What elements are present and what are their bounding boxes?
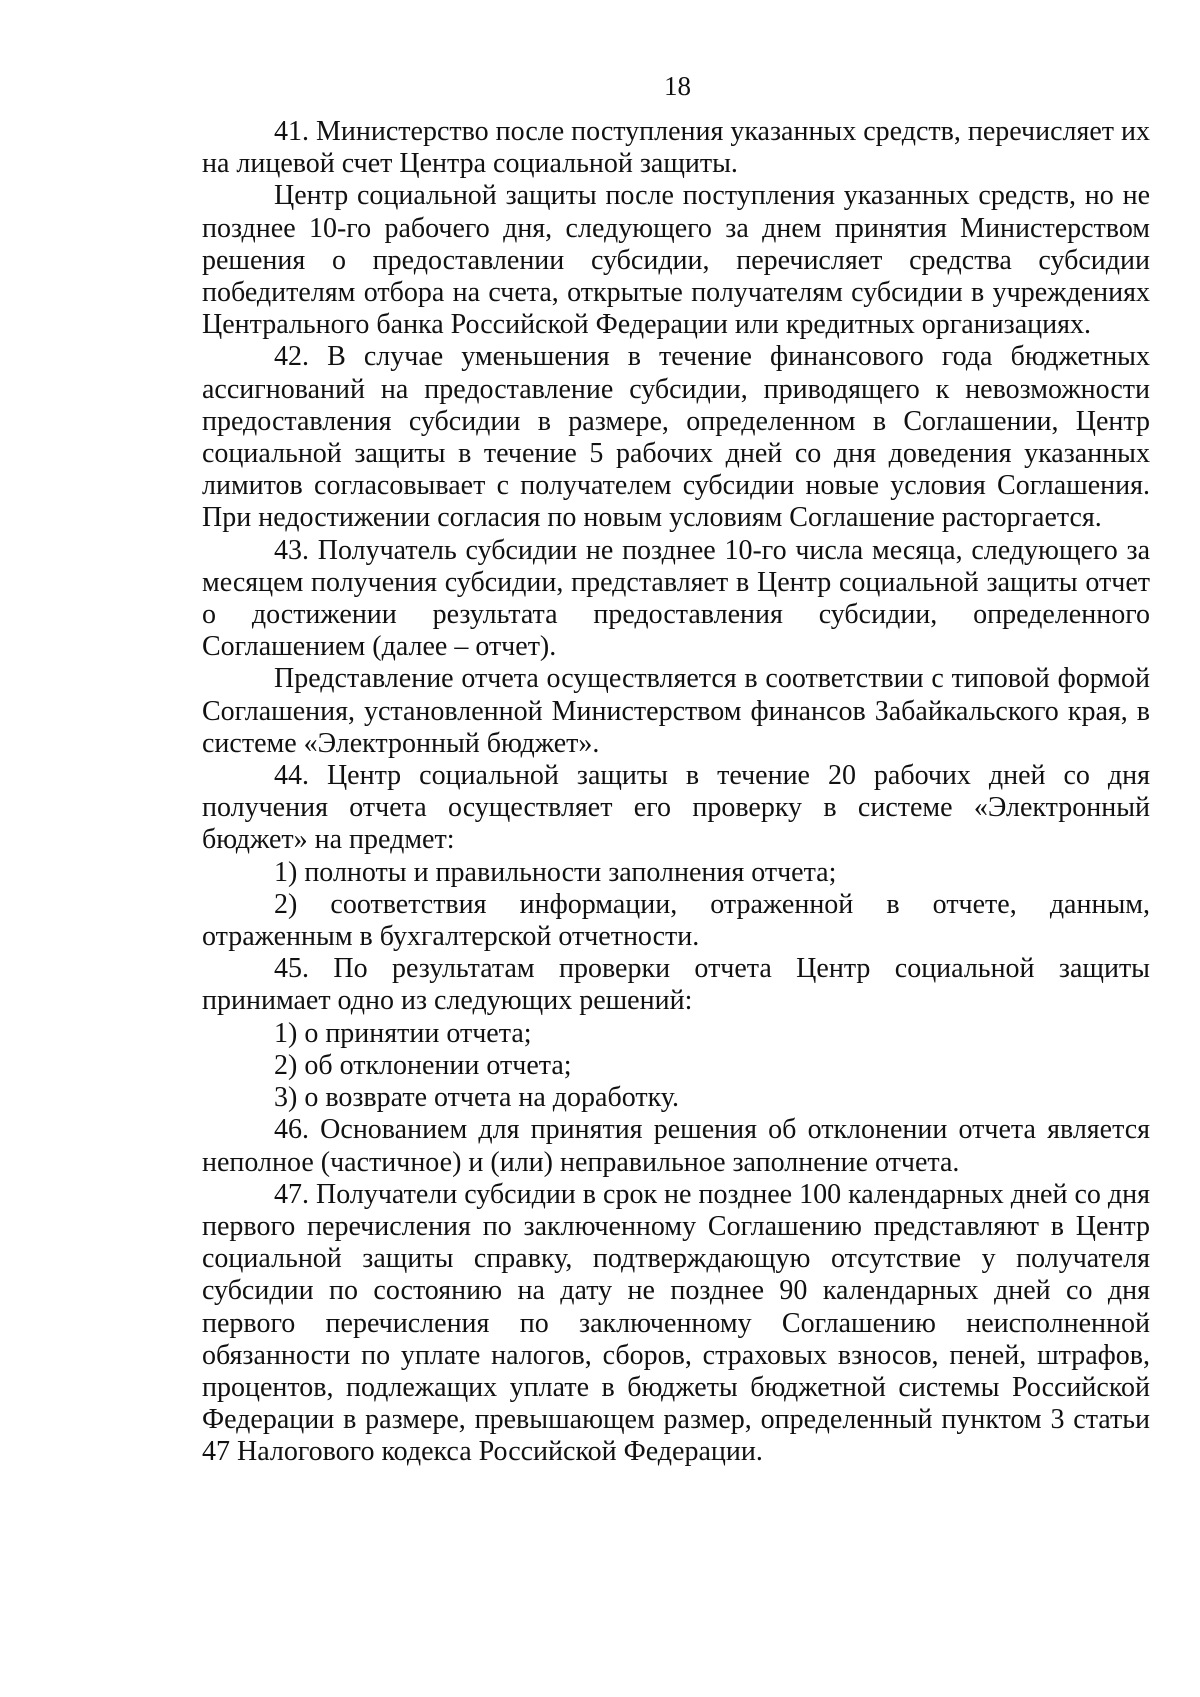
paragraph-44-item-1: 1) полноты и правильности заполнения отчета;	[274, 856, 837, 888]
paragraph-45-item-3: 3) о возврате отчета на доработку.	[274, 1082, 679, 1114]
paragraph-45-item-1: 1) о принятии отчета;	[274, 1017, 532, 1049]
page-number: 18	[664, 71, 691, 101]
paragraph-41-continuation: Центр социальной защиты после поступления указанных средств, но не позднее 10-го рабочего дня, следующего за днем принятия Министерством решения о предоставлении субсидии, перечисляет средства субсидии победителям отбора на счета, открытые получателям субсидии в учреждениях Центрального банка Российской Федерации или кредитных организациях.	[202, 180, 1150, 341]
paragraph-47: 47. Получатели субсидии в срок не позднее 100 календарных дней со дня первого перечисления по заключенному Соглашению представляют в Центр социальной защиты справку, подтверждающую отсутствие у получателя субсидии по состоянию на дату не позднее 90 календарных дней со дня первого перечисления по заключенному Соглашению неисполненной обязанности по уплате налогов, сборов, страховых взносов, пеней, штрафов, процентов, подлежащих уплате в бюджеты бюджетной системы Российской Федерации в размере, превышающем размер, определенный пунктом 3 статьи 47 Налогового кодекса Российской Федерации.	[202, 1178, 1150, 1468]
paragraph-44-item-2: 2) соответствия информации, отраженной в отчете, данным, отраженным в бухгалтерской отчетности.	[202, 888, 1150, 953]
paragraph-45-item-2: 2) об отклонении отчета;	[274, 1049, 572, 1081]
paragraph-41: 41. Министерство после поступления указанных средств, перечисляет их на лицевой счет Центра социальной защиты.	[202, 116, 1150, 180]
paragraph-43-continuation: Представление отчета осуществляется в соответствии с типовой формой Соглашения, установленной Министерством финансов Забайкальского края, в системе «Электронный бюджет».	[202, 663, 1150, 759]
paragraph-46: 46. Основанием для принятия решения об отклонении отчета является неполное (частичное) и (или) неправильное заполнение отчета.	[202, 1114, 1150, 1178]
paragraph-43: 43. Получатель субсидии не позднее 10-го числа месяца, следующего за месяцем получения субсидии, представляет в Центр социальной защиты отчет о достижении результата предоставления субсидии, определенного Соглашением (далее – отчет).	[202, 534, 1150, 663]
paragraph-42: 42. В случае уменьшения в течение финансового года бюджетных ассигнований на предоставление субсидии, приводящего к невозможности предоставления субсидии в размере, определенном в Соглашении, Центр социальной защиты в течение 5 рабочих дней со дня доведения указанных лимитов согласовывает с получателем субсидии новые условия Соглашения. При недостижении согласия по новым условиям Соглашение расторгается.	[202, 341, 1150, 534]
paragraph-45: 45. По результатам проверки отчета Центр социальной защиты принимает одно из следующих решений:	[202, 953, 1150, 1017]
document-body	[202, 116, 1150, 1469]
paragraph-44: 44. Центр социальной защиты в течение 20 рабочих дней со дня получения отчета осуществляет его проверку в системе «Электронный бюджет» на предмет:	[202, 760, 1150, 856]
